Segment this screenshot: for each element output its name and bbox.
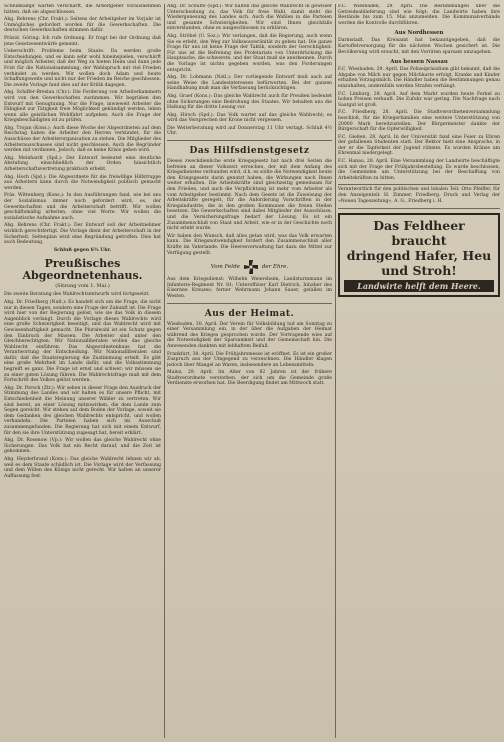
ad-line: und Stroh! — [381, 263, 457, 279]
banner-caption-left: Vom Felde — [210, 264, 240, 271]
paragraph: Abg. Dr. Rosenow (Vp.): Wir wollen das gleiche Wahlrecht ohne Sicherungen. Das Volk hat ein Recht darauf, und die Zeit ist gekommen. — [4, 438, 161, 455]
paragraph: Abg. Heyderbrand (Kons.): Das gleiche Wahlrecht lehnen wir ab, weil es dem Staate schädlich ist. Die Vorlage wird der Verfassung und dem Willen des Königs nicht gerecht. Wir halten an unserer Auffassung fest. — [4, 456, 161, 479]
paragraph: Die Weiterberatung wird auf Donnerstag 11 Uhr vertagt. Schluß 4½ Uhr. — [167, 125, 332, 137]
paragraph: Dieses zweckdienliche erste Kriegsgesetz hat nach drei Seiten die befreien an dieser Volkszeit erreichen, der mit dem Anfang des Kriegsdienstes verbunden wird, d.h. es sollte die Notwendigkeit heute den Kriegsgesetz darin genutzt haben, die Wirkungen nach Ihnen weiter erhalten. Die Arbeitskräfte sind gleichzeitig gemeinsam für den Frieden, und auch die Verpflichtung ist mehr vom Arbeiter als vom Arbeitgeber bestimmt. Nach dem Gesetz ist die Zuweisung der Arbeitskräfte geregelt, für die Anforderung Vorschriften in der Kriegsindustrie, die in den großen Kommunen die freien Stellen besetzen. Die Gewerkschaften sind dabei Mitglieder der Ausschüsse, und die Versicherungsfrage bedarf der Lösung. Es ist ein Zusammenschluß von Staat und Arbeit, wie er in der Geschichte noch nicht erlebt wurde. — [167, 159, 332, 232]
paragraph: Abg. Graef (Kons.): Das gleiche Wahlrecht auch für Preußen bedeutet ohne Sicherungen eine Bedrohung des Staates. Wir behalten uns die Haltung für die dritte Lesung vor. — [167, 93, 332, 111]
paragraph: Darmstadt. Das Kreisamt hat bekanntgegeben, daß die Kartoffelversorgung für die nächsten Wochen gesichert ist. Die Bevölkerung wird ersucht, mit den Vorräten sparsam umzugehen. — [338, 38, 500, 55]
section-heading: Aus Nordhessen — [394, 30, 444, 37]
divider — [167, 140, 332, 141]
iron-cross-icon — [244, 260, 258, 274]
paragraph: F.C. Wiesbaden, 29. April. Die Bestimmungen über die Getreideablieferung sind wie folgt: die Landwirte haben ihre Bestände bis zum 15. Mai anzumelden. Die Kommunalverbände werden die Kontrolle durchführen. — [338, 4, 500, 26]
imprint-notice — [338, 184, 500, 209]
divider — [167, 303, 332, 304]
section-heading: Preußisches Abgeordnetenhaus. — [22, 257, 143, 283]
paragraph: Präs. Wittenberg (Kons.): In den Ausführungen fand, wie bei uns der Sozialismus immer noch gefordert wird, es, der Gewerkschaften und die Arbeiterschaft betrifft. Wir wollen geschäftsmäßig arbeiten, ohne viel Worte. Wir wollen die sozialistische Aufnahme auch. — [4, 193, 161, 221]
ad-line: Das Feldheer braucht — [373, 218, 465, 249]
paragraph: Die zweite Beratung des Wahlrechtsentwurfs wird fortgesetzt. — [4, 292, 150, 298]
paragraph: F.C. Wiesbaden, 29. April. Das Polizeipräsidium gibt bekannt, daß die Abgabe von Milch nur gegen Milchkarte erfolgt. Kranke und Kinder erhalten Vorzugsmilch. Die Händler haben die Bestimmungen genau einzuhalten, andernfalls werden Strafen verhängt. — [338, 67, 500, 89]
paragraph: Abg. Hirsch (Spd.): Das Volk wartet auf das gleiche Wahlrecht; es wird das Versprechen der Krone nicht vergessen. — [167, 112, 332, 124]
paragraph: F.C. Friedberg, 28. April. Die Stadtverordnetenversammlung beschloß, für die Kriegerfamilien eine weitere Unterstützung von 20000 Mark bereitzustellen. Der Bürgermeister dankte der Bürgerschaft für die Opferwilligkeit. — [338, 110, 500, 133]
paragraph: Abg. Dr. Lohmann (Natl.): Der vorliegende Entwurf muß auch auf seine Weise die Landesinteressen befürworten. Bei der ganzen Handhabung muß man die Verfassung berücksichtigen. — [167, 75, 332, 92]
section-subheading: (Sitzung vom 1. Mai.) — [55, 283, 110, 290]
paragraph: Abg. Trojan (Kons.): Auch diese Woche der Abgeordneten auf dem Reichstag haben die Arbeiter den Herren verkündet, für die Ausschüsse der Arbeiterorganisation zu stehen. Die Mitglieder des Arbeiterausschusses sind nicht geschlossen. Auch die Begründer werden mit verdienen. Jedoch, daß es keine Krisis geben wird. — [4, 125, 161, 154]
column-rule — [335, 4, 336, 738]
paragraph: Wiesbaden, 30. April. Der Verein für Volksbildung lud am Sonntag zu einer Versammlung ein, in der über die Aufgaben der Heimat während des Krieges gesprochen wurde. Der Vortragende wies auf die Notwendigkeit der Sparsamkeit und der Gemeinschaft hin. Die Anwesenden dankten mit lebhaftem Beifall. — [167, 321, 332, 349]
section-heading: Das Hilfsdienstgesetz — [189, 146, 310, 157]
paragraph: Abg. Dr. Friedberg (Natl.): Es handelt sich um die Frage, die nicht nur in diesen Tagen, sondern eine Frage der Zukunft ist. Die Frage wird hier von der Regierung gelöst, wie sie das Volk in diesem Augenblick verlangt. Durch die Vorlage dieses Wahlrechts wird eine große Schwierigkeit beseitigt, und das Wahlrecht wird mit Gewissenhaftigkeit gemacht. Die Pluralwahl ist ein Schutz gegen den Einbruch der Massen. Die Arbeiter sind unter den Gleichberechtigten. Wir Nationalliberalen wollen das gleiche Wahlrecht einführen. Das Abgeordnetenhaus hat die Verantwortung der Entscheidung. Wir Nationalliberalen sind dafür, daß die Staatsregierung die Zustimmung erteilt. Es gibt eine große Mehrheit im Lande dafür, und die Volksstimmung begreift es ganz. Die Frage ist ernst und schwer; wir müssen sie zu einer guten Lösung führen. Die Wahlrechtsfrage muß mit dem Fortschritt des Volkes gelöst werden. — [4, 299, 161, 384]
banner-caption-right: der Ehre. — [261, 264, 289, 271]
paragraph: Abg. Dr. Schulte (Spd.): Wir halten das gleiche Wahlrecht in gewisser Unterscheidung zu, das Volk für freie Wahl, damit steht die Wiedergenesung des Landes sich. Auch die Wahlen in die Parteien und gesamte Schwierigkeiten. Wir sind Ihnen gleichfalls einverstanden, ohne es ausgeschlossen zu erklären. — [167, 4, 332, 32]
paragraph: Abg. Meinhardt (Spd.): Der Entwurf bedeutet eine deutliche Abstufung einschließlich der Orden hinsichtlich Arbeiterschaftsvertretung praktisch erhebt. — [4, 155, 161, 173]
paragraph: Mainz, 29. April. Im Alter von 82 Jahren ist der frühere Stadtverordnete verstorben, der sich um die Gemeinde große Verdienste erworben hat. Die Beerdigung findet am Mittwoch statt. — [167, 370, 332, 387]
column-1 — [4, 4, 161, 738]
paragraph: Wir haben den Wunsch, daß alles getan wird, was das Volk erwarten kann. Die Kriegsnotwendigkeit fordert den Zusammenschluß aller Kräfte im Vaterlande. Die Heeresverwaltung hat dazu die Mittel zur Verfügung gestellt. — [167, 233, 332, 256]
imprint-text: Verantwortlich für den politischen und lokalen Teil: Otto Pfeiffer, für den Anzeigenteil: H. Zimmer, Friedberg. Druck und Verlag der »Neuen Tageszeitung«, A. G., Friedberg i. H. — [338, 187, 500, 204]
paragraph: Abg. Schiffer-Breslau (Chr.): Die Forderung von Arbeiterkammern wird von den Gewerkschaften zustimmen. Wir begrüßen den Entwurf mit Genugtuung. Nur die Frage, inwieweit Arbeiter die Fähigkeit zur Tätigkeit freie Möglichkeit gekündigt werden, leben wenn alle geistlichen Wohlfahrt aufgeben. Auch die Frage der Kriegsbeschädigten ist zu prüfen. — [4, 90, 161, 124]
paragraph: Abg. Hoch (Spd.): Die Abgeordnete für die freiwillige Hilfstruppe aus Arbeitern kann durch die Notwendigkeit politisch gemacht werden. — [4, 174, 161, 191]
paragraph: Abg. Behrens (Chr. Frakt.): Seitens der Arbeitgeber im Vorjahr ist Unmögliches gefordert worden für die Gewerkschaften. Die deutschen Gewerkschaften stimmen dafür. — [4, 17, 161, 34]
ad-line: dringend Hafer, Heu — [346, 248, 492, 264]
paragraph: Schluß gegen 6¾ Uhr. — [53, 247, 112, 253]
paragraph: Abg. Behrens (Chr. Frakt.): Der Entwurf soll der Arbeitnehmer wirklich gerechtfertigt. Die Vorlage dient der Arbeiterschaft in der Sicherheit. Seitenplan wird eine Begründung getroffen. Dies hat auch Bedeutung. — [4, 223, 161, 246]
paragraph: Schlußkampf warten verschärft, die Arbeitgeber vorausnehmen hätten, daß sie abgeschlossen. — [4, 4, 161, 15]
column-2 — [167, 4, 332, 738]
paragraph: F.C. Limburg, 28. April. Auf dem Markt wurden heute Ferkel zu hohen Preisen verkauft. Die Zufuhr war gering. Die Nachfrage nach Saatgut ist groß. — [338, 91, 500, 108]
honor-banner — [167, 260, 332, 274]
advertisement-box — [338, 213, 500, 297]
section-heading: Aus hessen Nassau — [390, 59, 448, 66]
section-heading: Aus der Heimat. — [204, 308, 295, 319]
paragraph: Abg. Dr. Porsch (Ztr.): Wir sehen in dieser Frage den Ausdruck der Stimmung des Landes und wir halten es für unsere Pflicht, mit Entschiedenheit die Meinung unserer Wähler zu vertreten. Wir sind bereit, an einer Lösung mitzuwirken, die dem Lande zum Segen gereicht. Wir stehen auf dem Boden der Vorlage, soweit sie dem Gedanken des gleichen Wahlrechts entspricht, und wollen verhandeln. Die Parteien haben sich im Ausschuß zusammengefunden. Die Regierung hat sich mit einem Entwurf, für den sie ihre Unterstützung zugesagt hat, bereit erklärt. — [4, 385, 161, 436]
paragraph: Frankfurt, 30. April. Die Frühjahrsmesse ist eröffnet. Es ist ein großer Zuspruch aus der Umgegend zu verzeichnen. Die Händler klagen jedoch über Mangel an Waren, insbesondere an Lebensmitteln. — [167, 351, 332, 368]
paragraph: Aus dem Kriegsdienst: Wilhelm Weiersheim, Landsturmmann im Infanterie-Regiment Nr. 81; Unteroffizier Karl Dietrich, Inhaber des Eisernen Kreuzes; ferner Wehrmann Johann Sauer, gefallen im Westen. — [167, 277, 332, 299]
ad-strip: Landwirte helft dem Heere. — [344, 280, 494, 292]
paragraph: Präsid. Göring: Ich rufe Ordnung. Er fragt bei der Ordnung daß jene Gesetzesentwürfe gemeint. — [4, 35, 161, 47]
paragraph: Abg. Ströbel (U. Soz.): Wir verlangen, daß die Regierung, auch wenn Sie es erlebt, den Weg zur Volkssouveränität zu geben hat. Die ganze Frage für uns ist keine Frage der Taktik, sondern der Gerechtigkeit. Für uns ist die Befreiung des Proletariats von Unterdrückung die Hauptsache, die schwerste, und der Staat muß sie anerkennen. Durch die Vorlage ist nichts gegeben worden, was den Forderungen entspricht. — [167, 33, 332, 73]
paragraph: F.C. Hanau, 28. April. Eine Versammlung der Landwirte beschäftigte sich mit der Frage der Frühjahrsbestellung. Es wurde beschlossen, die Gemeinden um Unterstützung bei der Beschaffung von Arbeitskräften zu bitten. — [338, 159, 500, 181]
column-3 — [338, 4, 500, 738]
column-rule — [164, 4, 165, 738]
paragraph: F.C. Gießen, 28. April. In der Universität fand eine Feier zu Ehren der gefallenen Studenten statt. Der Rektor hielt eine Ansprache, in der er die Tapferkeit der Jugend rühmte. Es wurden Kränze am Ehrenmal niedergelegt. — [338, 134, 500, 157]
paragraph: Ueberschrift: Probleme beim Staate. Da werden große Entscheidungen, und es kann sehr wohl hineinspielen, verschärft und möglich Arbeiter, daß der Weg zu bieten Heim und dann jede Frist für die Nationalsammlung; der Wahlspruch mit viel Frieden verbindet zu werden. Wir wollen doch Adam und heute Schaffungsweite und nicht nur der Frieden im Reiche geschlossen. Die zweite Vorlage fand dies auf der Kritik dagegen. — [4, 49, 161, 88]
